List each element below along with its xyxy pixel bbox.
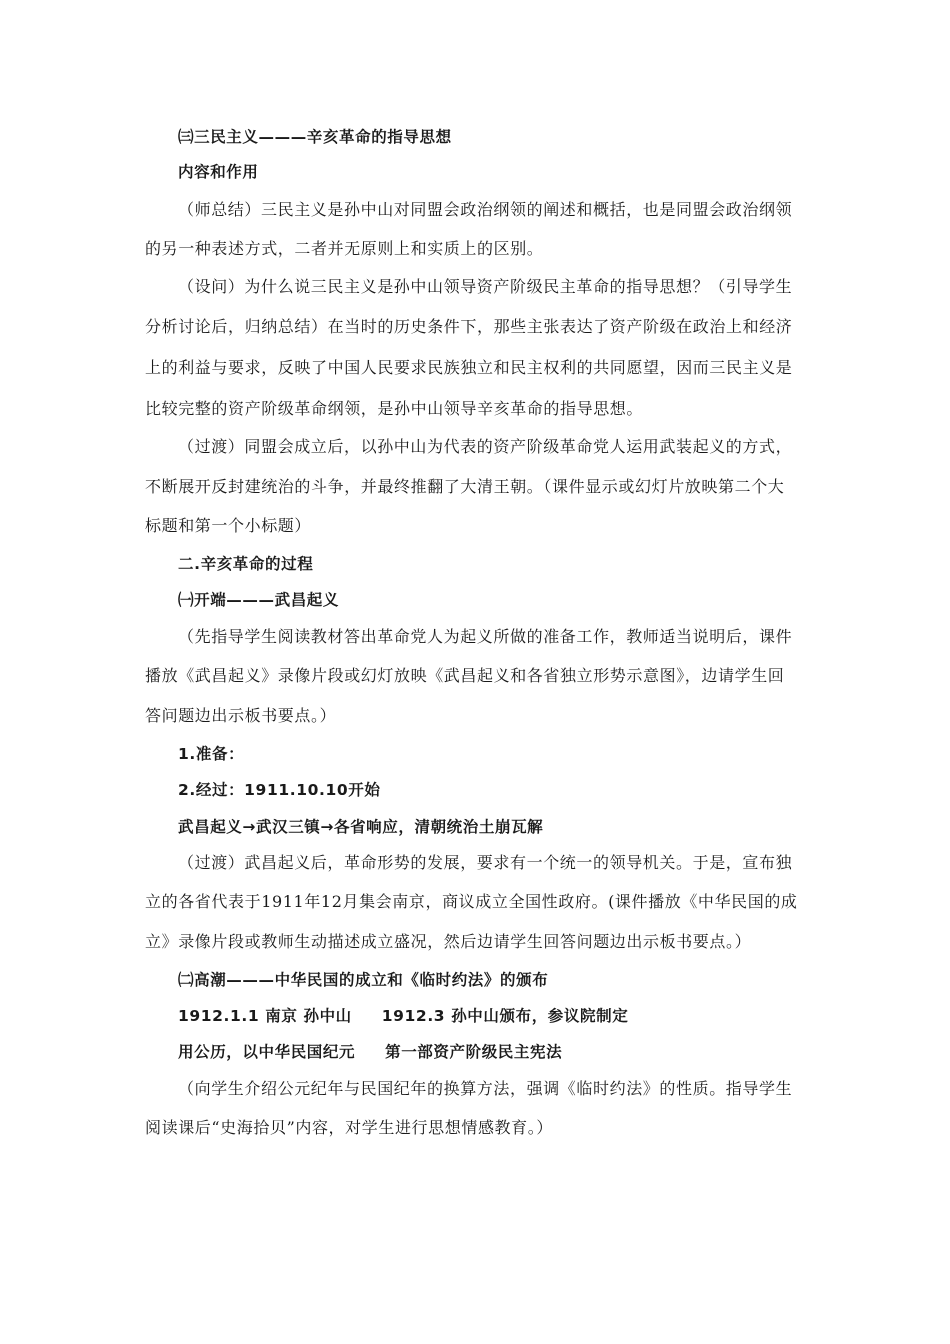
subheading-climax: ㈡高潮———中华民国的成立和《临时约法》的颁布: [178, 971, 549, 989]
paragraph-line: 阅读课后“史海拾贝”内容，对学生进行思想情感教育。）: [145, 1118, 553, 1137]
paragraph-line: （过渡）同盟会成立后，以孙中山为代表的资产阶级革命党人运用武装起义的方式，: [178, 437, 793, 456]
list-item: 2.经过：1911.10.10开始: [178, 781, 381, 799]
paragraph-line: 播放《武昌起义》录像片段或幻灯放映《武昌起义和各省独立形势示意图》，边请学生回: [145, 666, 785, 685]
paragraph-line: （师总结）三民主义是孙中山对同盟会政治纲领的阐述和概括，也是同盟会政治纲领: [178, 200, 793, 219]
paragraph-line: （先指导学生阅读教材答出革命党人为起义所做的准备工作，教师适当说明后，课件: [178, 627, 793, 646]
paragraph-line: 的另一种表述方式，二者并无原则上和实质上的区别。: [145, 239, 544, 258]
paragraph-line: 分析讨论后，归纳总结）在当时的历史条件下，那些主张表达了资产阶级在政治上和经济: [145, 317, 793, 336]
board-line: [178, 1041, 815, 1063]
paragraph-line: 上的利益与要求，反映了中国人民要求民族独立和民主权利的共同愿望，因而三民主义是: [145, 358, 793, 377]
board-right: 第一部资产阶级民主宪法: [385, 1043, 563, 1061]
paragraph-line: （设问）为什么说三民主义是孙中山领导资产阶级民主革命的指导思想？（引导学生: [178, 277, 793, 296]
list-item: 1.准备：: [178, 745, 245, 763]
paragraph-line: （过渡）武昌起义后，革命形势的发展，要求有一个统一的领导机关。于是，宣布独: [178, 853, 793, 872]
section-heading-process: 二.辛亥革命的过程: [178, 555, 314, 573]
paragraph-line: 立》录像片段或教师生动描述成立盛况，然后边请学生回答问题边出示板书要点。）: [145, 932, 752, 951]
subheading-wuchang: ㈠开端———武昌起义: [178, 591, 340, 609]
board-right: 1912.3 孙中山颁布，参议院制定: [381, 1007, 629, 1025]
paragraph-line: 标题和第一个小标题）: [145, 516, 312, 535]
paragraph-line: 不断展开反封建统治的斗争，并最终推翻了大清王朝。（课件显示或幻灯片放映第二个大: [145, 477, 785, 496]
board-left: 用公历，以中华民国纪元: [178, 1043, 356, 1061]
board-left: 1912.1.1 南京 孙中山: [178, 1007, 352, 1025]
subheading-content: 内容和作用: [178, 163, 259, 181]
paragraph-line: 立的各省代表于1911年12月集会南京，商议成立全国性政府。(课件播放《中华民国的成: [145, 892, 798, 911]
board-line: [178, 1005, 815, 1027]
list-item: 武昌起义→武汉三镇→各省响应，清朝统治土崩瓦解: [178, 818, 544, 836]
paragraph-line: 比较完整的资产阶级革命纲领，是孙中山领导辛亥革命的指导思想。: [145, 399, 644, 418]
paragraph-line: （向学生介绍公元纪年与民国纪年的换算方法，强调《临时约法》的性质。指导学生: [178, 1079, 793, 1098]
paragraph-line: 答问题边出示板书要点。）: [145, 706, 337, 725]
section-heading-sanmin: ㈢三民主义———辛亥革命的指导思想: [178, 128, 452, 146]
